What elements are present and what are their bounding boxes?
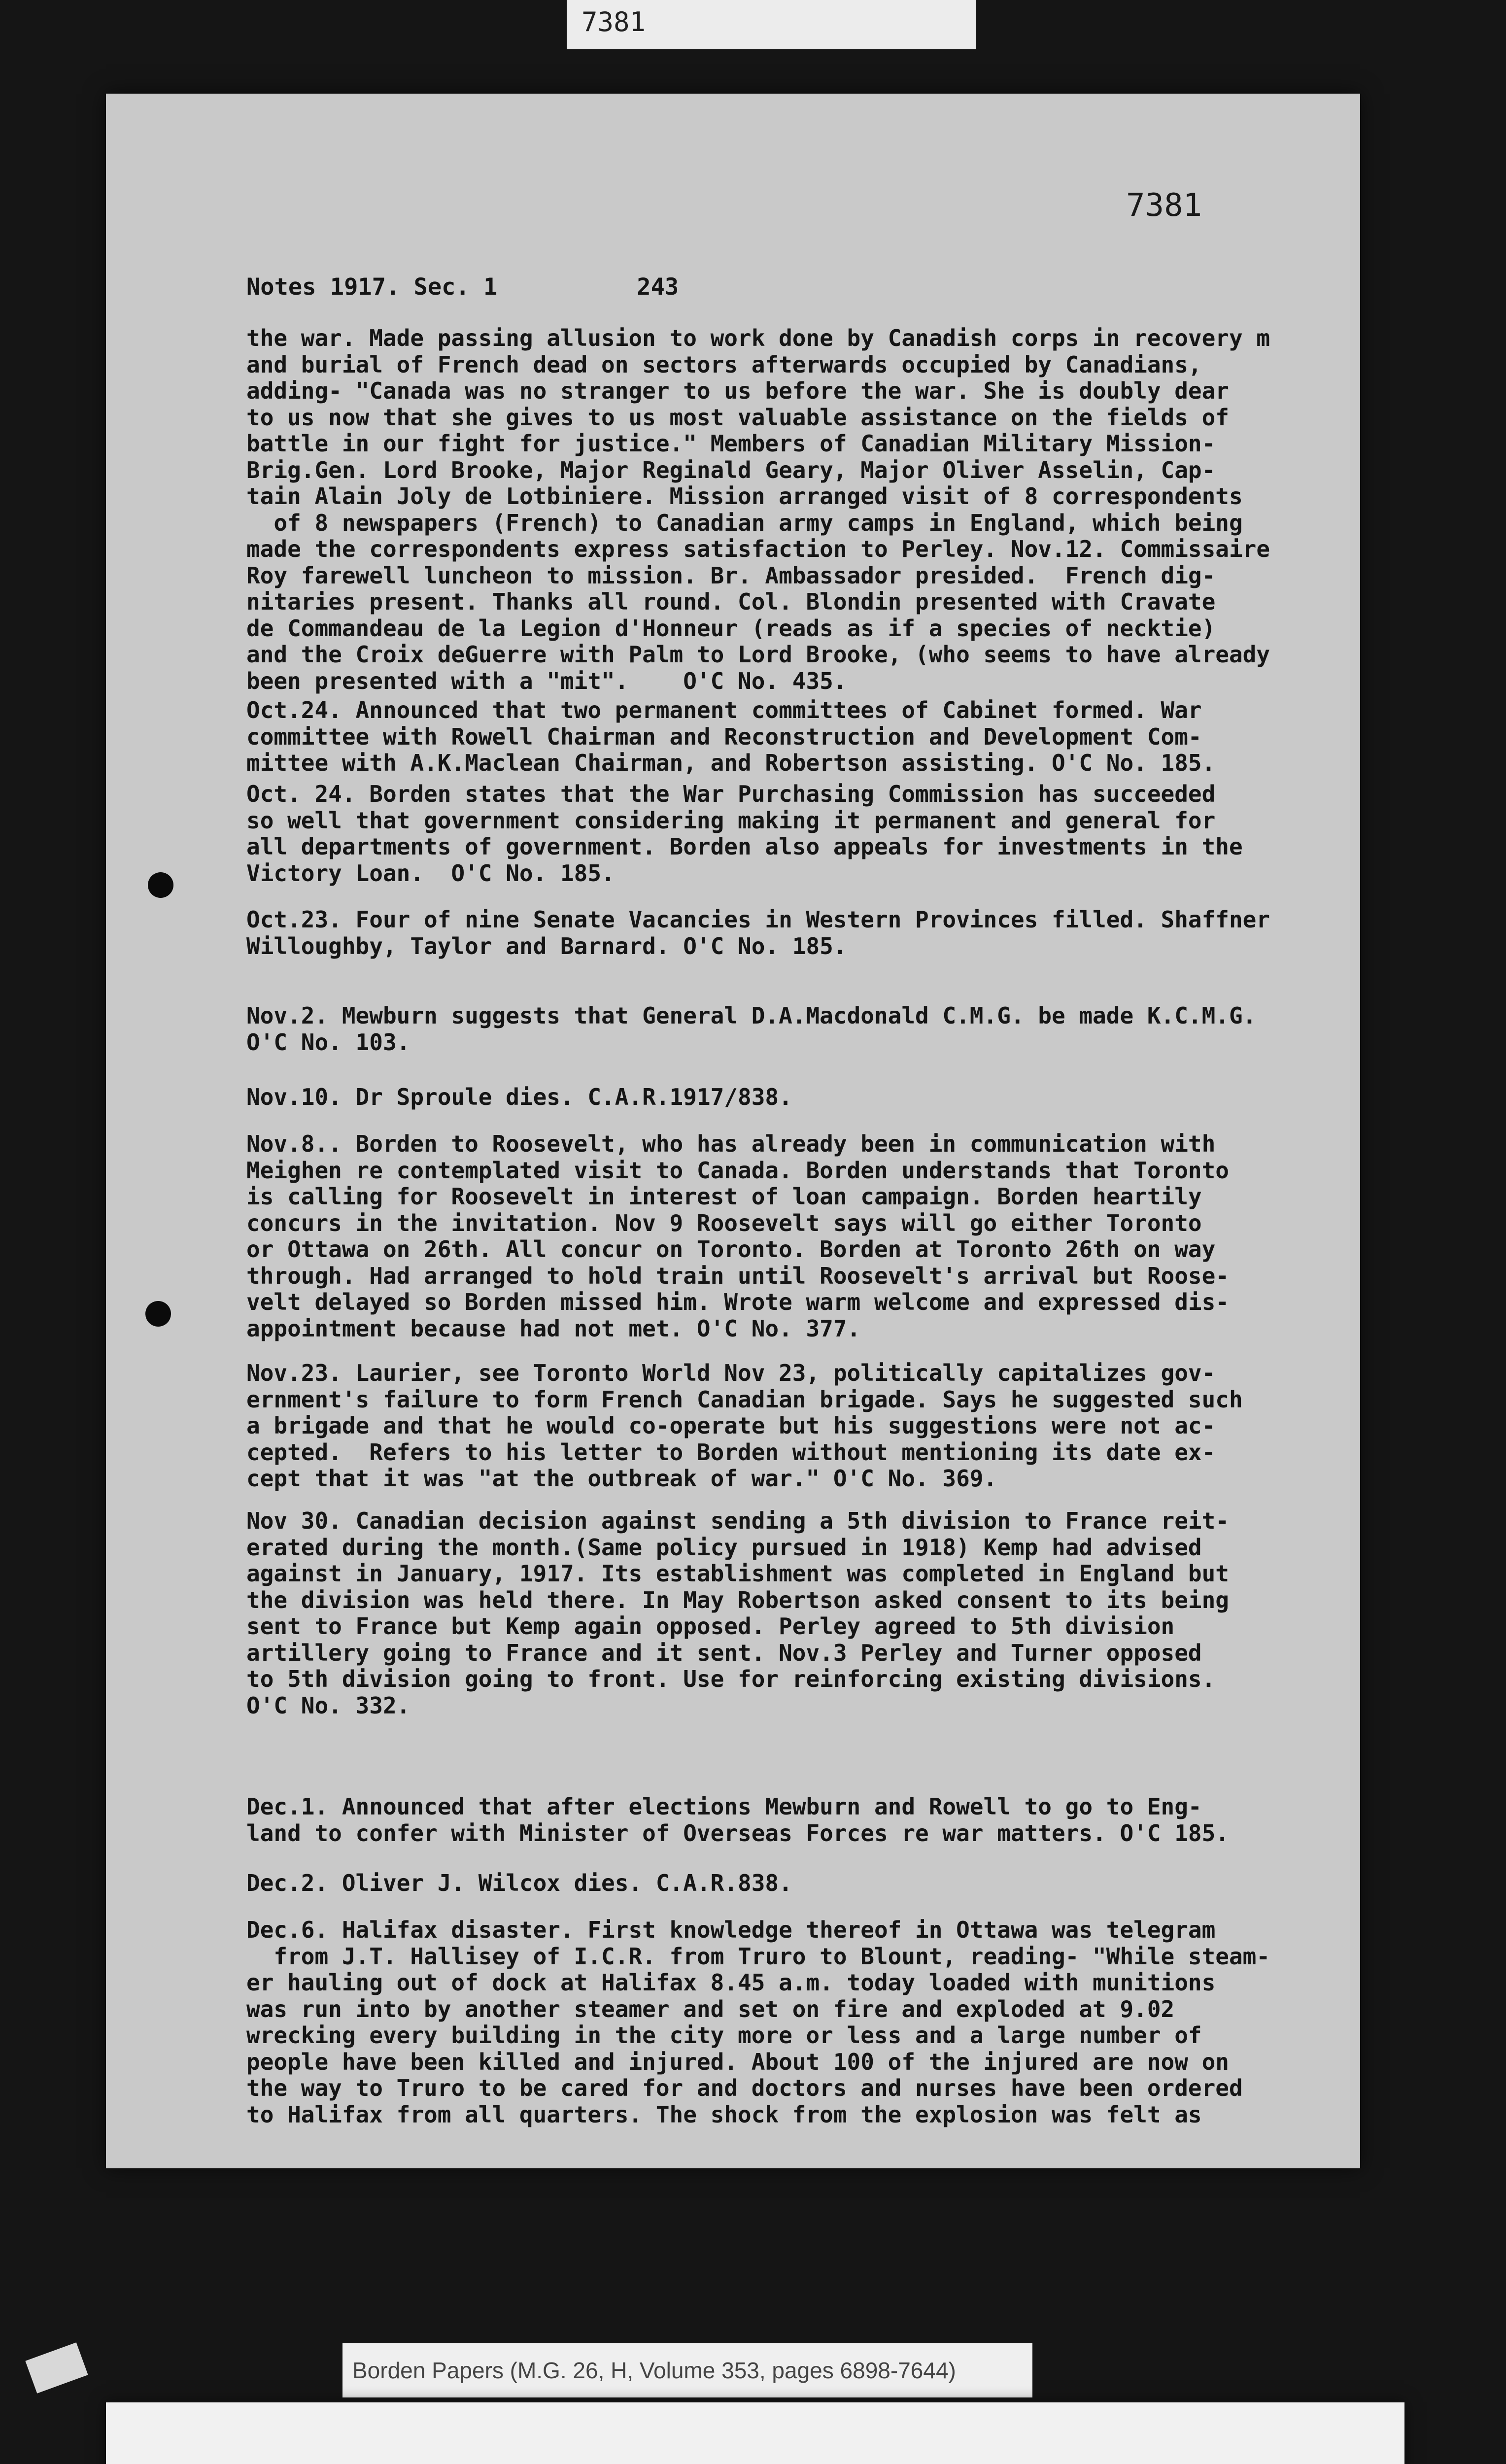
paragraph-oct23-senate: Oct.23. Four of nine Senate Vacancies in Western Provinces filled. Shaffner Willoughby, Taylor and Barnard. O'C No. 185. (246, 907, 1270, 959)
paragraph-french-mission: the war. Made passing allusion to work done by Canadish corps in recovery m and burial of French dead on sectors afterwards occupied by Canadians, adding- "Canada was no stranger to us before the war. She is doubly dear to us now that she gives to us most valuable assistance on the fields of battle in our fight for justice." Members of Canadian Military Mission- Brig.Gen. Lord Brooke, Major Reginald Geary, Major Oliver Asselin, Cap- tain Alain Joly de Lotbiniere. Mission arranged visit of 8 correspondents of 8 newspapers (French) to Canadian army camps in England, which being made the correspondents express satisfaction to Perley. Nov.12. Commissaire Roy farewell luncheon to mission. Br. Ambassador presided. French dig- nitaries present. Thanks all round. Col. Blondin presented with Cravate de Commandeau de la Legion d'Honneur (reads as if a species of necktie) and the Croix deGuerre with Palm to Lord Brooke, (who seems to have already been presented with a "mit". O'C No. 435. (246, 325, 1270, 694)
paragraph-nov2-mewburn: Nov.2. Mewburn suggests that General D.A.Macdonald C.M.G. be made K.C.M.G. O'C No. 103. (246, 1003, 1257, 1056)
archive-card (106, 2402, 1404, 2464)
paragraph-nov10-sproule: Nov.10. Dr Sproule dies. C.A.R.1917/838. (246, 1084, 792, 1110)
page-number: 7381 (1126, 187, 1202, 224)
paragraph-dec6-halifax: Dec.6. Halifax disaster. First knowledge thereof in Ottawa was telegram from J.T. Hallisey of I.C.R. from Truro to Blount, reading- "While steam- er hauling out of dock at Halifax 8.45 a.m. today loaded with munitions was run into by another steamer and set on fire and exploded at 9.02 wrecking every building in the city more or less and a large number of people have been killed and injured. About 100 of the injured are now on the way to Truro to be cared for and doctors and nurses have been ordered to Halifax from all quarters. The shock from the explosion was felt as (246, 1917, 1270, 2128)
paragraph-nov8-roosevelt: Nov.8.. Borden to Roosevelt, who has already been in communication with Meighen re contemplated visit to Canada. Borden understands that Toronto is calling for Roosevelt in interest of loan campaign. Borden heartily concurs in the invitation. Nov 9 Roosevelt says will go either Toronto or Ottawa on 26th. All concur on Toronto. Borden at Toronto 26th on way through. Had arranged to hold train until Roosevelt's arrival but Roose- velt delayed so Borden missed him. Wrote warm welcome and expressed dis- appointment because had not met. O'C No. 377. (246, 1131, 1229, 1342)
paragraph-oct24-committees: Oct.24. Announced that two permanent committees of Cabinet formed. War committee with Rowell Chairman and Reconstruction and Development Com- mittee with A.K.Maclean Chairman, and Robertson assisting. O'C No. 185. (246, 697, 1216, 776)
top-tab-label: 7381 (567, 0, 976, 49)
paper-scrap (25, 2342, 88, 2393)
punch-hole (148, 872, 173, 898)
paragraph-dec2-wilcox: Dec.2. Oliver J. Wilcox dies. C.A.R.838. (246, 1870, 792, 1896)
reference-label: Borden Papers (M.G. 26, H, Volume 353, pages 6898-7644) (342, 2343, 1032, 2397)
paragraph-nov23-laurier: Nov.23. Laurier, see Toronto World Nov 23, politically capitalizes gov- ernment's failure to form French Canadian brigade. Says he suggested such a brigade and that he would co-operate but his suggestions were not ac- cepted. Refers to his letter to Borden without mentioning its date ex- cept that it was "at the outbreak of war." O'C No. 369. (246, 1360, 1243, 1492)
paragraph-dec1-mewburn-rowell: Dec.1. Announced that after elections Mewburn and Rowell to go to Eng- land to confer with Minister of Overseas Forces re war matters. O'C 185. (246, 1794, 1229, 1847)
paragraph-oct24-purchasing: Oct. 24. Borden states that the War Purchasing Commission has succeeded so well that government considering making it permanent and general for all departments of government. Borden also appeals for investments in the Victory Loan. O'C No. 185. (246, 781, 1243, 887)
page-header: Notes 1917. Sec. 1 243 (246, 274, 679, 301)
punch-hole (145, 1301, 171, 1327)
paragraph-nov30-fifth-division: Nov 30. Canadian decision against sending a 5th division to France reit- erated during the month.(Same policy pursued in 1918) Kemp had advised against in January, 1917. Its establishment was completed in England but the division was held there. In May Robertson asked consent to its being sent to France but Kemp again opposed. Perley agreed to 5th division artillery going to France and it sent. Nov.3 Perley and Turner opposed to 5th division going to front. Use for reinforcing existing divisions. O'C No. 332. (246, 1508, 1229, 1719)
typewritten-page (106, 94, 1360, 2168)
